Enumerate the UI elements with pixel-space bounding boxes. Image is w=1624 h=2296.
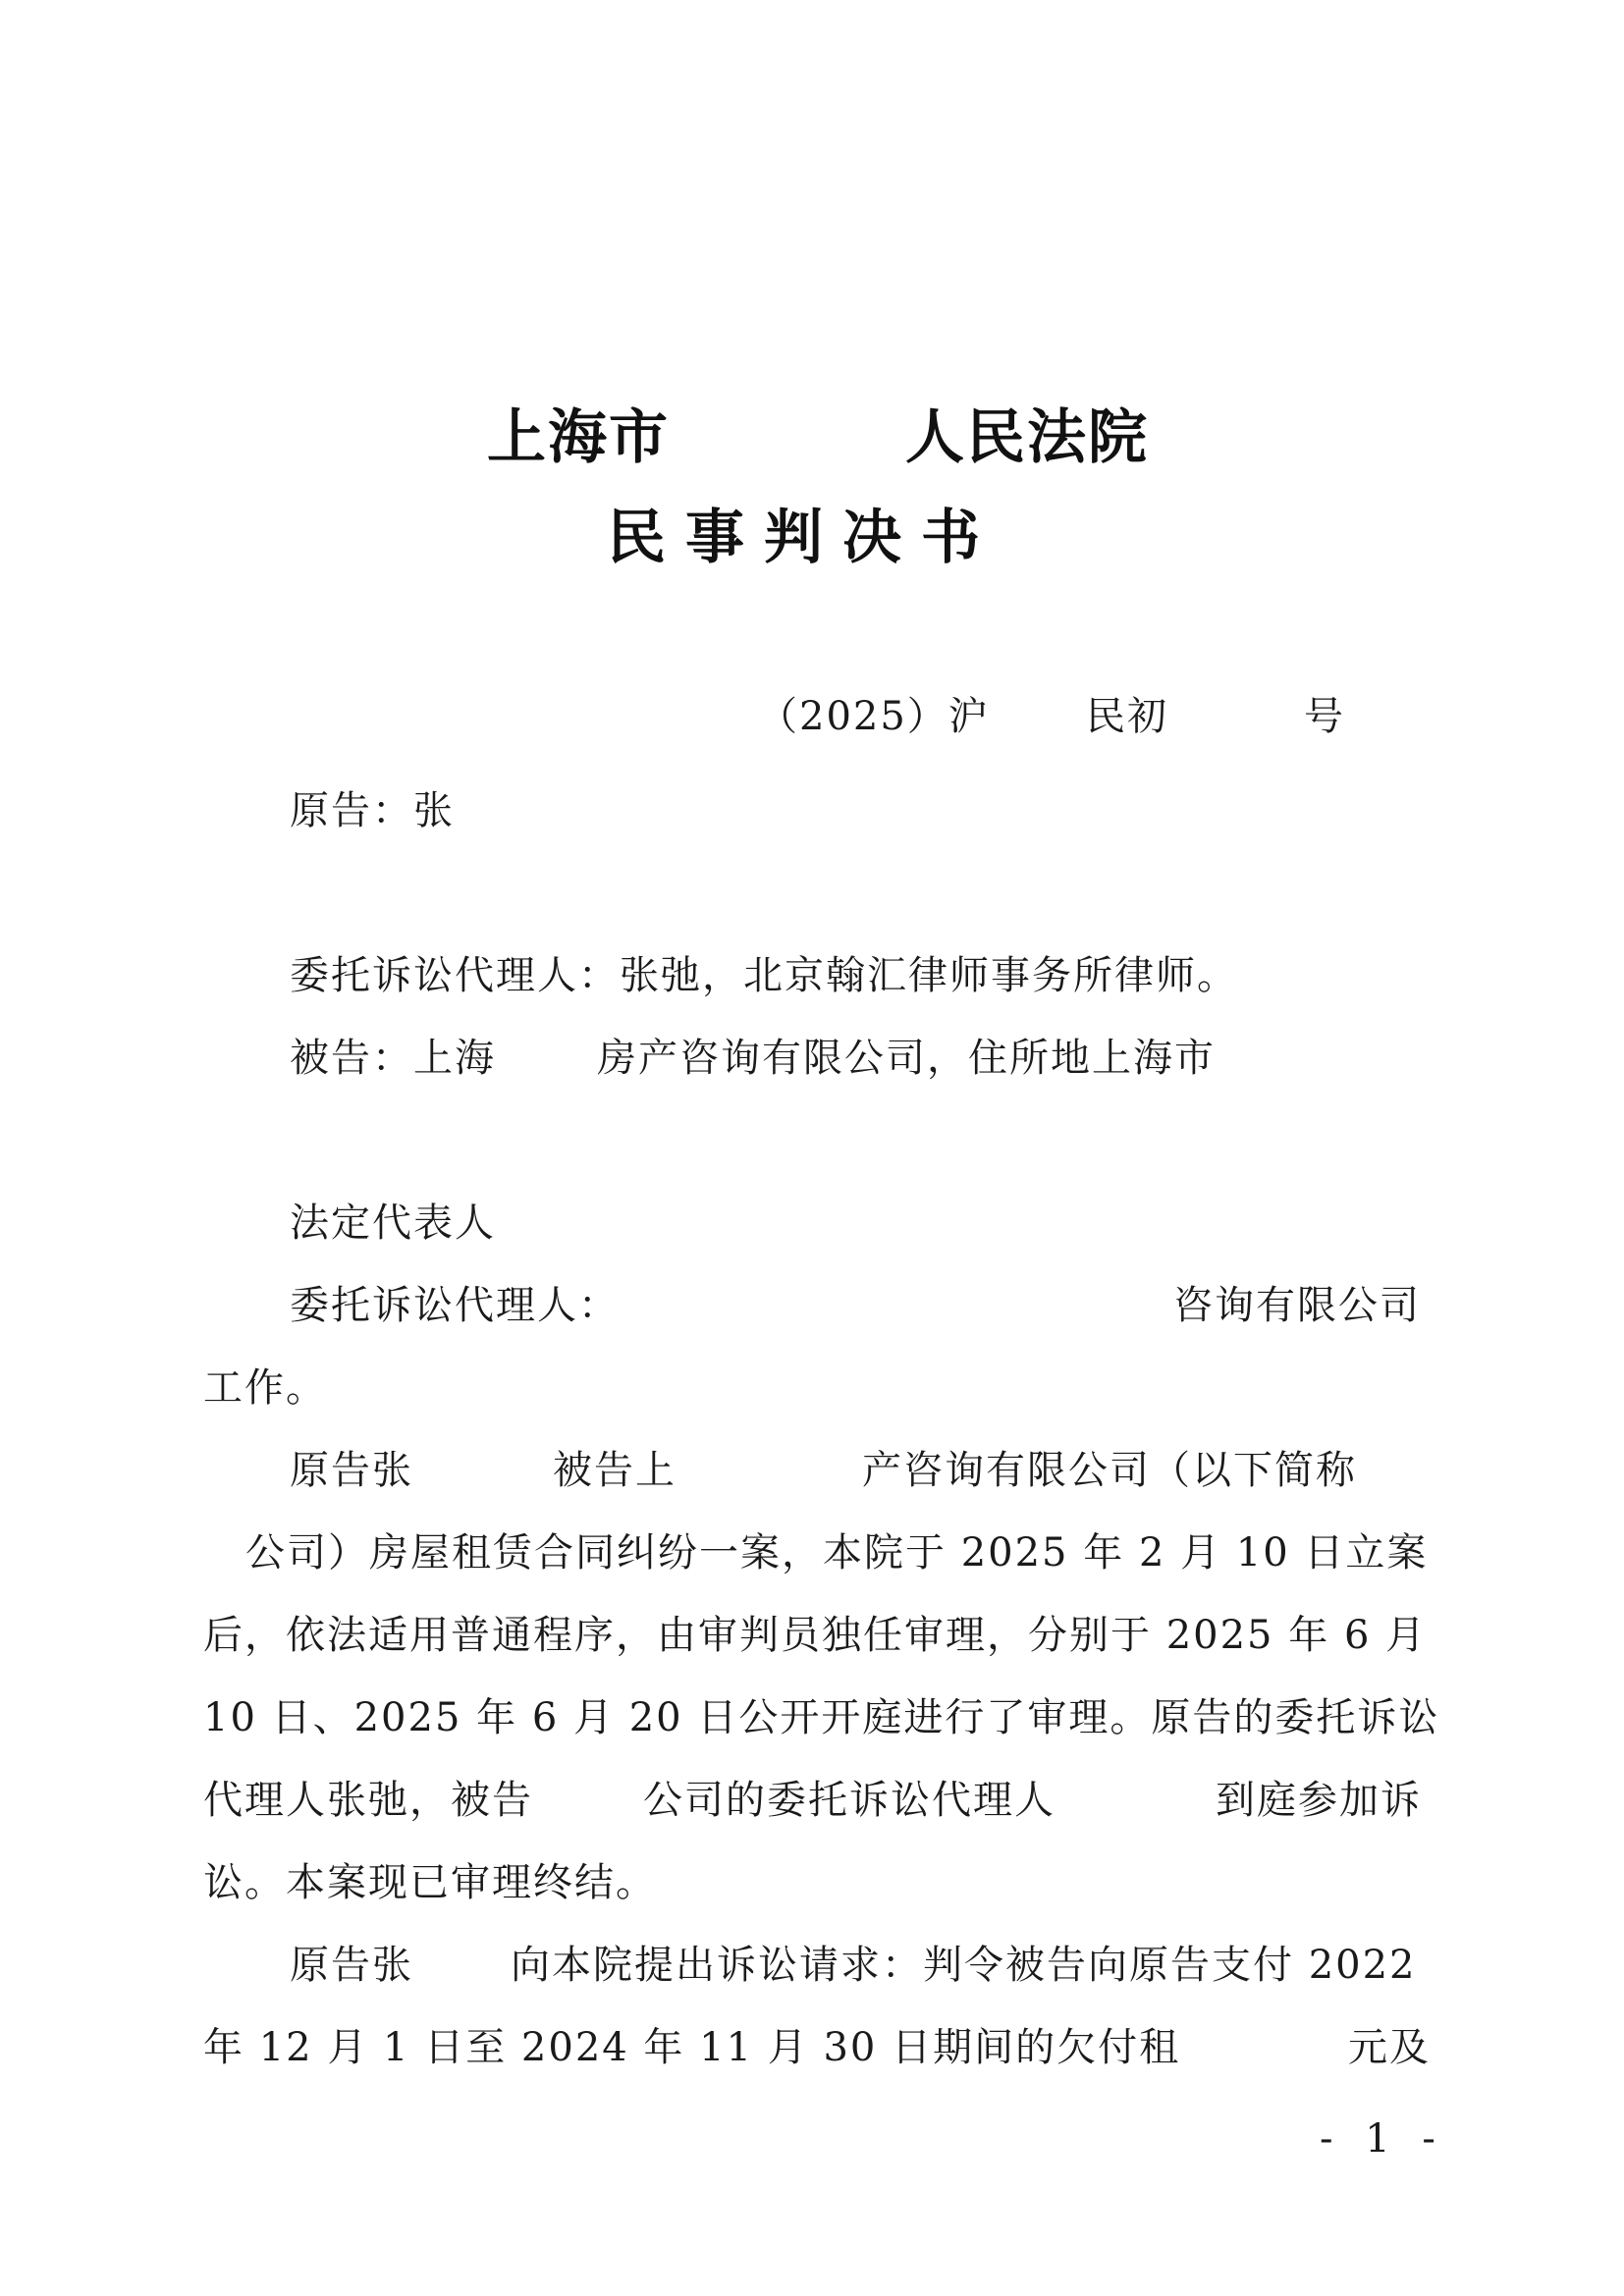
paragraph-1-line-4: 10 日、2025 年 6 月 20 日公开开庭进行了审理。原告的委托诉讼 [203, 1695, 1440, 1740]
plaintiff-line: 原告：张 [290, 788, 455, 833]
paragraph-1-line-1c: 产咨询有限公司（以下简称 [862, 1448, 1357, 1493]
paragraph-2-line-2a: 年 12 月 1 日至 2024 年 11 月 30 日期间的欠付租 [203, 2025, 1181, 2070]
paragraph-1-line-1a: 原告张 [290, 1448, 413, 1493]
paragraph-1-line-2: 公司）房屋租赁合同纠纷一案，本院于 2025 年 2 月 10 日立案 [245, 1530, 1429, 1575]
paragraph-2-line-2b: 元及 [1348, 2025, 1431, 2070]
plaintiff-agent-line: 委托诉讼代理人：张弛，北京翰汇律师事务所律师。 [290, 953, 1238, 998]
case-number-type: 民初 [1086, 694, 1168, 739]
paragraph-1-line-1b: 被告上 [553, 1448, 677, 1493]
paragraph-1-line-5b: 公司的委托诉讼代理人 [643, 1778, 1056, 1823]
defendant-line-a: 被告：上海 [290, 1036, 496, 1081]
paragraph-2-line-1b: 向本院提出诉讼请求：判令被告向原告支付 2022 [511, 1943, 1417, 1988]
defendant-line-b: 房产咨询有限公司，住所地上海市 [597, 1036, 1216, 1081]
document-title: 民事判决书 [607, 504, 1000, 572]
court-name: 人民法院 [905, 403, 1149, 472]
defendant-agent-line-b: 咨询有限公司 [1173, 1283, 1421, 1328]
page-number: - 1 - [1320, 2116, 1445, 2162]
defendant-agent-line-a: 委托诉讼代理人： [290, 1283, 620, 1328]
court-city: 上海市 [487, 403, 670, 472]
legal-representative-line: 法定代表人 [290, 1201, 496, 1246]
case-number-suffix: 号 [1304, 694, 1345, 739]
paragraph-2-line-1a: 原告张 [290, 1943, 413, 1988]
paragraph-1-line-5a: 代理人张弛，被告 [203, 1778, 533, 1823]
paragraph-1-line-5c: 到庭参加诉 [1216, 1778, 1422, 1823]
paragraph-1-line-3: 后，依法适用普通程序，由审判员独任审理，分别于 2025 年 6 月 [203, 1613, 1428, 1658]
defendant-agent-line-c: 工作。 [203, 1365, 327, 1411]
paragraph-1-line-6: 讼。本案现已审理终结。 [203, 1860, 657, 1905]
case-number-year: （2025）沪 [758, 694, 990, 739]
